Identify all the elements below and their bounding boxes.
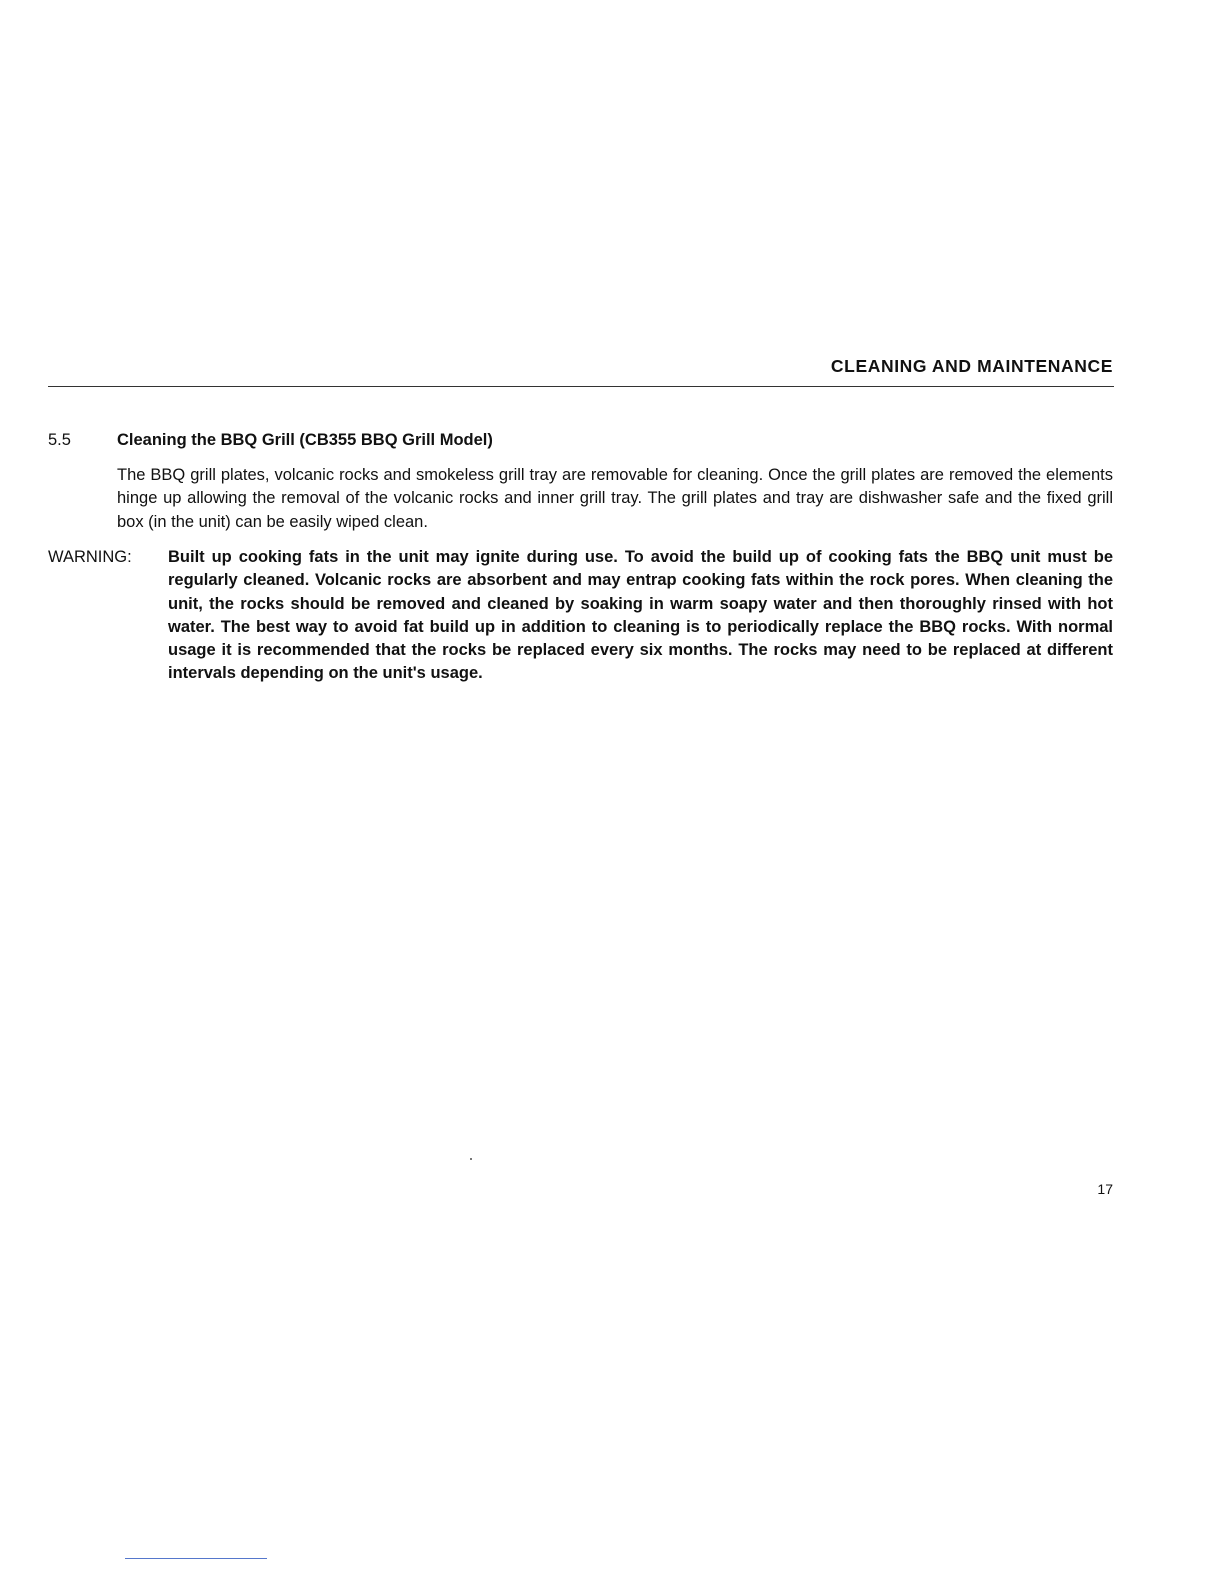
subsection-number: 5.5 (48, 431, 71, 449)
body-paragraph: The BBQ grill plates, volcanic rocks and smokeless grill tray are removable for cleaning. Once the grill plates are removed the elements hinge up allowing the removal of the volcanic rocks and inner grill tray. The grill plates and tray are dishwasher safe and the fixed grill box (in the unit) can be easily wiped clean. (117, 466, 1113, 531)
page-number: 17 (1097, 1181, 1113, 1197)
scan-speck (470, 1158, 472, 1160)
subsection-title: Cleaning the BBQ Grill (CB355 BBQ Grill Model) (117, 431, 493, 449)
header-rule (48, 386, 1114, 387)
warning-label: WARNING: (48, 548, 132, 566)
section-header: CLEANING AND MAINTENANCE (830, 356, 1113, 376)
bottom-rule (125, 1558, 267, 1559)
warning-text: Built up cooking fats in the unit may ignite during use. To avoid the build up of cooking fats the BBQ unit must be regularly cleaned. Volcanic rocks are absorbent and may entrap cooking fats within the rock pores. When cleaning the unit, the rocks should be removed and cleaned by soaking in warm soapy water and then thoroughly rinsed with hot water. The best way to avoid fat build up in addition to cleaning is to periodically replace the BBQ rocks. With normal usage it is recommended that the rocks be replaced every six months. The rocks may need to be replaced at different intervals depending on the unit's usage. (168, 548, 1113, 683)
